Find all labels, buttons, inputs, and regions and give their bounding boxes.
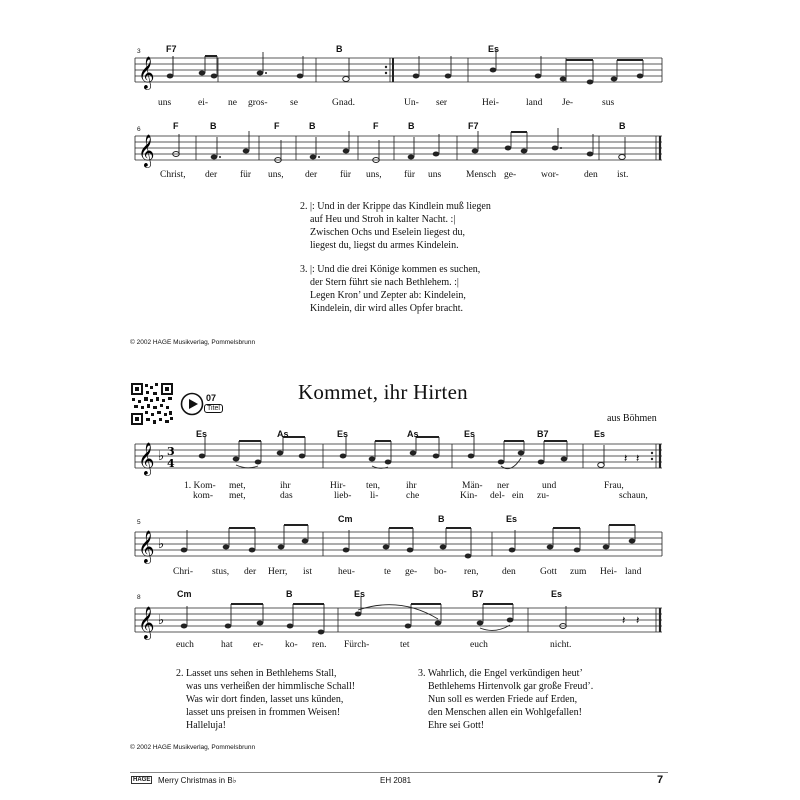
lyric-syllable: ten, — [366, 481, 380, 491]
verse-3: 3. Wahrlich, die Engel verkündigen heut’ Bethlehems Hirtenvolk gar große Freud’. Nun soll es werden Friede auf Erden, den Menschen allen ein Wohlgefallen! Ehre sei Gott! — [418, 668, 594, 731]
treble-clef-icon: 𝄞 — [138, 56, 155, 89]
lyric-syllable: der — [244, 567, 257, 577]
lyric-syllable: ein — [512, 491, 524, 501]
lyric-syllable: kom- — [193, 491, 214, 501]
lyric-syllable: für — [404, 170, 416, 180]
chord: Es — [464, 429, 476, 439]
chord: Es — [196, 429, 208, 439]
staff-line-song-1 — [0, 430, 800, 490]
svg-text:𝄽: 𝄽 — [624, 452, 628, 465]
lyric-syllable: gros- — [248, 98, 268, 108]
lyric-syllable: Gott — [540, 567, 557, 577]
lyric-syllable: ser — [436, 98, 448, 108]
lyric-syllable: Fürch- — [344, 640, 370, 650]
lyric-syllable: ge- — [405, 567, 418, 577]
lyric-syllable: für — [340, 170, 352, 180]
flat-icon: ♭ — [158, 537, 165, 552]
chord: Es — [337, 429, 349, 439]
lyric-syllable: lieb- — [334, 491, 352, 501]
lyric-syllable: bo- — [434, 567, 447, 577]
lyric-syllable: met, — [229, 491, 246, 501]
lyric-syllable: Hir- — [330, 481, 346, 491]
lyric-syllable: ist — [303, 567, 312, 577]
chord: B — [408, 121, 415, 131]
track-number: 07 — [206, 393, 217, 403]
flat-icon: ♭ — [158, 449, 165, 464]
treble-clef-icon: 𝄞 — [138, 134, 155, 167]
lyric-syllable: schaun, — [619, 491, 648, 501]
lyric-syllable: Män- — [462, 481, 483, 491]
chord: B — [336, 44, 343, 54]
chord: F7 — [468, 121, 479, 131]
catalog-number: EH 2081 — [380, 776, 412, 785]
lyric-syllable: ei- — [198, 98, 209, 108]
chord: As — [277, 429, 289, 439]
chord: Es — [594, 429, 606, 439]
lyric-syllable: Kin- — [460, 491, 478, 501]
chord: Cm — [338, 514, 353, 524]
lyric-syllable: ner — [497, 481, 510, 491]
lyric-syllable: ihr — [406, 481, 417, 491]
lyric-syllable: Chri- — [173, 567, 194, 577]
chord: F7 — [166, 44, 177, 54]
verse-3: 3. |: Und die drei Könige kommen es suchen, der Stern führt sie nach Bethlehem. :| Legen Kron’ und Zepter ab: Kindelein, Kindelein, dir wird alles Opfer bracht. — [300, 264, 481, 314]
lyric-syllable: Herr, — [268, 567, 288, 577]
lyric-syllable: heu- — [338, 567, 355, 577]
lyric-syllable: zu- — [537, 491, 550, 501]
lyric-syllable: te — [384, 567, 391, 577]
lyric-syllable: Frau, — [604, 481, 624, 491]
lyric-syllable: uns — [158, 98, 172, 108]
measure-number: 6 — [137, 126, 141, 133]
chord: Es — [354, 589, 366, 599]
chord: F — [274, 121, 280, 131]
lyric-syllable: für — [240, 170, 252, 180]
chord: Cm — [177, 589, 192, 599]
svg-text:𝄽: 𝄽 — [622, 614, 626, 627]
lyric-syllable: er- — [253, 640, 264, 650]
song-title: Kommet, ihr Hirten — [298, 380, 468, 404]
lyric-syllable: stus, — [212, 567, 230, 577]
chord: F — [373, 121, 379, 131]
lyric-syllable: che — [406, 491, 420, 501]
lyric-syllable: met, — [229, 481, 246, 491]
lyric-syllable: Je- — [562, 98, 574, 108]
svg-text:𝄽: 𝄽 — [636, 452, 640, 465]
flat-icon: ♭ — [158, 613, 165, 628]
qr-code-icon[interactable] — [130, 382, 174, 426]
lyric-syllable: und — [542, 481, 557, 491]
lyric-syllable: uns — [428, 170, 442, 180]
lyric-syllable: Un- — [404, 98, 419, 108]
chord: B7 — [537, 429, 549, 439]
treble-clef-icon: 𝄞 — [138, 606, 155, 639]
lyric-syllable: ren, — [464, 567, 479, 577]
lyric-syllable: der — [305, 170, 318, 180]
song-origin: aus Böhmen — [607, 413, 657, 424]
lyric-syllable: ren. — [312, 640, 327, 650]
chord: Es — [506, 514, 518, 524]
chord: B — [438, 514, 445, 524]
measure-number: 8 — [137, 594, 141, 601]
lyric-syllable: ge- — [504, 170, 517, 180]
lyric-syllable: das — [280, 491, 293, 501]
copyright: © 2002 HAGE Musikverlag, Pommelsbrunn — [130, 744, 256, 751]
lyric-syllable: uns, — [268, 170, 284, 180]
lyric-syllable: Hei- — [482, 98, 499, 108]
footer-divider — [130, 772, 668, 773]
lyric-syllable: tet — [400, 640, 410, 650]
track-label: Titel — [204, 404, 223, 413]
page-number: 7 — [657, 774, 664, 786]
treble-clef-icon: 𝄞 — [138, 530, 155, 563]
svg-text:3: 3 — [167, 445, 175, 458]
lyric-syllable: Hei- — [600, 567, 617, 577]
lyric-syllable: Mensch — [466, 170, 497, 180]
lyric-syllable: li- — [370, 491, 379, 501]
staff-line-top-1 — [0, 40, 800, 110]
lyric-syllable: sus — [602, 98, 615, 108]
lyric-syllable: hat — [221, 640, 233, 650]
chord: B7 — [472, 589, 484, 599]
measure-number: 3 — [137, 48, 141, 55]
chord: As — [407, 429, 419, 439]
svg-text:4: 4 — [167, 457, 175, 470]
verse-2: 2. Lasset uns sehen in Bethlehems Stall, was uns verheißen der himmlische Schall! Was wir dort finden, lasset uns künden, lasset uns preisen in frommen Weisen! Halleluja! — [176, 668, 356, 731]
chord: B — [286, 589, 293, 599]
chord: Es — [488, 44, 500, 54]
lyric-syllable: den — [584, 170, 598, 180]
verse-2: 2. |: Und in der Krippe das Kindlein muß liegen auf Heu und Stroh in kalter Nacht. :| Zwischen Ochs und Eselein liegest du, liegest du, liegst du armes Kindelein. — [300, 201, 491, 251]
lyric-syllable: euch — [176, 640, 194, 650]
lyric-syllable: ko- — [285, 640, 298, 650]
lyric-syllable: zum — [570, 567, 587, 577]
treble-clef-icon: 𝄞 — [138, 442, 155, 475]
lyric-syllable: den — [502, 567, 516, 577]
publisher-logo: HAGE — [133, 777, 151, 783]
chord: B — [210, 121, 217, 131]
play-icon[interactable] — [180, 392, 204, 416]
svg-text:𝄽: 𝄽 — [636, 614, 640, 627]
lyric-syllable: wor- — [541, 170, 559, 180]
lyric-syllable: land — [526, 98, 543, 108]
chord: B — [619, 121, 626, 131]
lyric-syllable: uns, — [366, 170, 382, 180]
chord: Es — [551, 589, 563, 599]
lyric-syllable: der — [205, 170, 218, 180]
measure-number: 5 — [137, 519, 141, 526]
lyric-syllable: land — [625, 567, 642, 577]
lyric-syllable: euch — [470, 640, 488, 650]
lyric-syllable: nicht. — [550, 640, 572, 650]
lyric-syllable: ne — [228, 98, 237, 108]
lyric-syllable: 1. Kom- — [184, 481, 216, 491]
lyric-syllable: se — [290, 98, 298, 108]
copyright: © 2002 HAGE Musikverlag, Pommelsbrunn — [130, 339, 256, 346]
chord: B — [309, 121, 316, 131]
chord: F — [173, 121, 179, 131]
staff-line-top-2 — [0, 120, 800, 180]
lyric-syllable: Gnad. — [332, 98, 355, 108]
staff-line-song-2 — [0, 515, 800, 575]
book-title: Merry Christmas in B♭ — [158, 776, 237, 785]
lyric-syllable: ist. — [617, 170, 629, 180]
lyric-syllable: del- — [490, 491, 505, 501]
lyric-syllable: Christ, — [160, 170, 186, 180]
lyric-syllable: ihr — [280, 481, 291, 491]
